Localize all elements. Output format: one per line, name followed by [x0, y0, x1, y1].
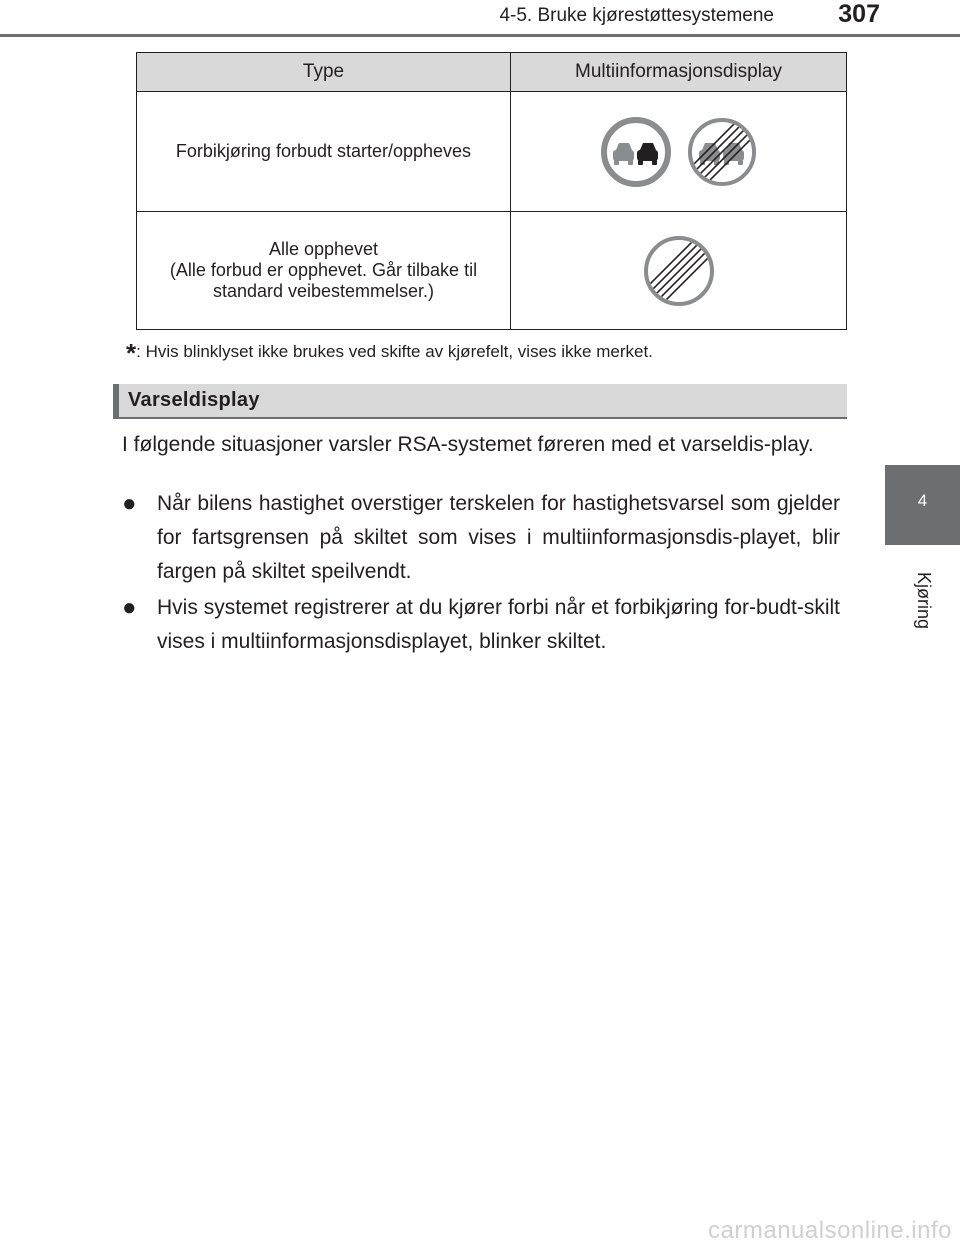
- chapter-tab: [885, 465, 960, 545]
- display-cell: [511, 212, 847, 330]
- chapter-label: [910, 545, 936, 655]
- header-rule: [0, 34, 960, 37]
- section-header: [113, 384, 847, 419]
- section-accent-bar: [113, 384, 119, 417]
- sign-type-table: [136, 52, 847, 330]
- table-header-row: [137, 53, 847, 92]
- bullet-icon: ●: [122, 594, 137, 621]
- intro-paragraph: I følgende situasjoner varsler RSA-systemet føreren med et varseldis-play.: [122, 433, 814, 456]
- end-no-overtaking-sign-icon: [686, 116, 758, 188]
- footnote: [126, 338, 653, 369]
- bullet-text: Når bilens hastighet overstiger terskelen for hastighetsvarsel som gjelder for fartsgrensen på skiltet som vises i multiinformasjonsdis-playet, blir fargen på skiltet speilvendt.: [157, 492, 840, 583]
- page-number: 307: [838, 0, 880, 28]
- running-header: 4-5. Bruke kjørestøttesystemene: [499, 5, 774, 26]
- type-cell: Forbikjøring forbudt starter/oppheves: [137, 92, 511, 212]
- table-row: [137, 212, 847, 330]
- end-all-restrictions-sign-icon: [642, 234, 716, 308]
- list-item: [122, 487, 840, 589]
- type-cell: Alle opphevet (Alle forbud er opphevet. Går tilbake til standard veibestemmelser.): [137, 212, 511, 330]
- table-header-display: Multiinformasjonsdisplay: [511, 53, 847, 92]
- footnote-text: : Hvis blinklyset ikke brukes ved skifte av kjørefelt, vises ikke merket.: [136, 342, 653, 361]
- chapter-title: Kjøring: [913, 571, 934, 629]
- list-item: [122, 591, 840, 659]
- table-header-type: Type: [137, 53, 511, 92]
- chapter-number: 4: [917, 491, 928, 510]
- bullet-list: [122, 487, 840, 661]
- section-title: Varseldisplay: [128, 389, 260, 411]
- bullet-text: Hvis systemet registrerer at du kjører forbi når et forbikjøring for-budt-skilt vises i multiinformasjonsdisplayet, blinker skiltet.: [157, 596, 840, 653]
- watermark: carmanualsonline.info: [708, 1217, 952, 1244]
- bullet-icon: ●: [122, 490, 137, 517]
- no-overtaking-sign-icon: [600, 116, 672, 188]
- table-row: [137, 92, 847, 212]
- display-cell: [511, 92, 847, 212]
- footnote-marker: *: [126, 338, 137, 368]
